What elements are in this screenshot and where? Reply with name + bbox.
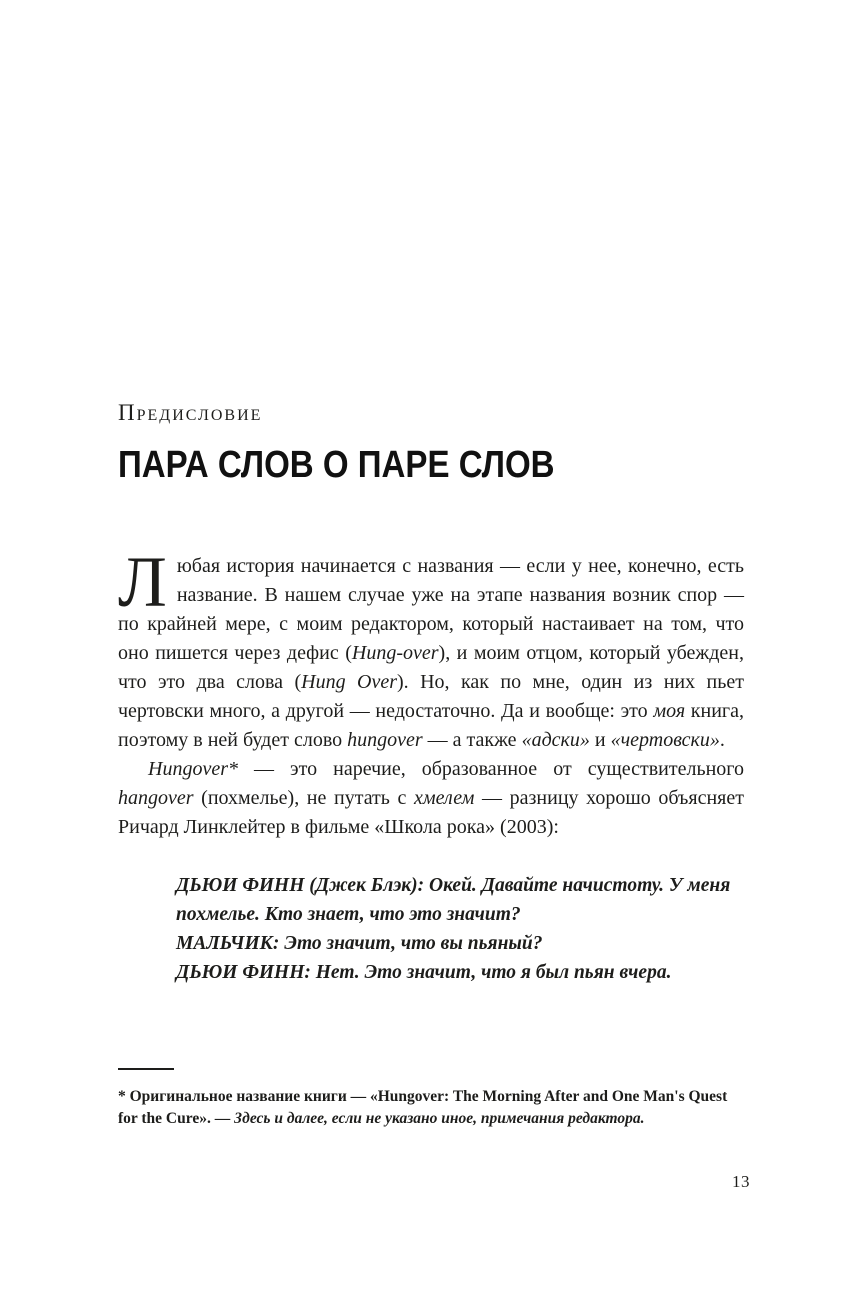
footnote-text: * Оригинальное название книги — «Hungover: The Morning After and One Man's Quest for the Cure». — Здесь и далее, если не указано иное, примечания редактора. bbox=[118, 1088, 728, 1127]
paragraph-2: Hungover* — это наречие, образованное от существительного hangover (похмелье), не путать с хмелем — разницу хорошо объясняет Ричард Линклейтер в фильме «Школа рока» (2003): bbox=[118, 758, 744, 838]
quote-line: ДЬЮИ ФИНН (Джек Блэк): Окей. Давайте начистоту. У меня похмелье. Кто знает, что это значит? bbox=[176, 875, 731, 925]
quote-line: МАЛЬЧИК: Это значит, что вы пьяный? bbox=[176, 933, 543, 954]
paragraph-1-text: юбая история начинается с названия — если у нее, конечно, есть название. В нашем случае уже на этапе названия возник спор — по крайней мере, с моим редактором, который настаивает на том, что оно пишется через дефис (Hung-over), и моим отцом, который убежден, что это два слова (Hung Over). Но, как по мне, один из них пьет чертовски много, а другой — недостаточно. Да и вообще: это моя книга, поэтому в ней будет слово hungover — а также «адски» и «чертовски». bbox=[118, 555, 744, 751]
dialogue-quote bbox=[176, 871, 744, 987]
preface-label: Предисловие bbox=[118, 400, 263, 425]
page-title: ПАРА СЛОВ О ПАРЕ СЛОВ bbox=[118, 444, 555, 486]
quote-line: ДЬЮИ ФИНН: Нет. Это значит, что я был пьян вчера. bbox=[176, 962, 672, 983]
body-text bbox=[118, 542, 744, 987]
drop-cap: Л bbox=[118, 542, 167, 622]
page-number: 13 bbox=[732, 1172, 750, 1191]
paragraph-1 bbox=[118, 542, 744, 755]
footnote-divider bbox=[118, 1068, 174, 1070]
page-header bbox=[118, 400, 744, 487]
footnote-area bbox=[118, 1068, 732, 1130]
